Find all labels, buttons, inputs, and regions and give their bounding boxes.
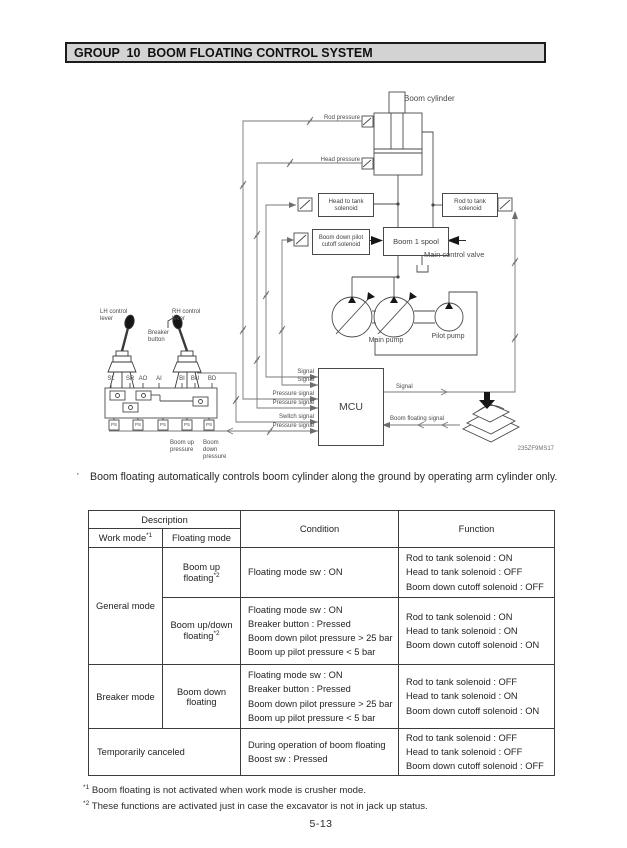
mcu-input-label: Switch signal [278,414,314,420]
table-row [89,729,555,776]
head-to-tank-solenoid-box: Head to tank solenoid [318,193,374,217]
condition-cell: Floating mode sw : ON [241,548,399,598]
pilot-valve-block [105,383,217,418]
main-control-valve-label: Main control valve [424,250,485,259]
col-header-work-mode: Work mode$^{*1}$ [89,529,163,548]
breaker-button-label: Breaker button [148,330,170,343]
head-pressure-label: Head pressure [320,157,360,163]
mcu-input-label: Signal [297,369,314,375]
col-header-description: Description [89,511,241,529]
boom-1-spool-box: Boom 1 spool [383,227,449,256]
mcu-output-signal-label: Signal [396,384,413,390]
page-number: 5-13 [309,818,333,830]
work-mode-cell: General mode [89,548,163,665]
ps-sensor-label: PS [159,422,166,427]
port-label-sl: SL [107,376,115,382]
rod-to-tank-solenoid-box: Rod to tank solenoid [442,193,498,217]
port-label-ao: AO [138,376,148,382]
pilot-pump-label: Pilot pump [431,333,465,340]
condition-cell: Floating mode sw : ON Breaker button : Pressed Boom down pilot pressure > 25 bar Boom up pilot pressure < 5 bar [241,665,399,729]
condition-cell: Floating mode sw : ON Breaker button : Pressed Boom down pilot pressure > 25 bar Boom up pilot pressure < 5 bar [241,598,399,665]
boom-cylinder-label: Boom cylinder [404,94,455,103]
intro-text: Boom floating automatically controls boom cylinder along the ground by operating arm cylinder only. [90,471,558,483]
col-header-function: Function [399,511,555,548]
function-cell: Rod to tank solenoid : ON Head to tank solenoid : ON Boom down cutoff solenoid : ON [399,598,555,665]
floating-mode-cell: Boom up floating$^{*2}$ [163,548,241,598]
boom-down-pressure-label: Boom down pressure [203,440,227,460]
ps-sensor-label: PS [183,422,190,427]
work-mode-cell: Temporarily canceled [89,729,241,776]
rh-control-lever-label: RH control lever [172,309,201,322]
port-label-bi: BI [179,376,185,382]
mcu-box: MCU [318,368,384,446]
boom-floating-signal-label: Boom floating signal [390,416,445,422]
col-header-floating-mode: Floating mode [163,529,241,548]
page-title: GROUP 10 BOOM FLOATING CONTROL SYSTEM [65,42,546,63]
ps-sensor-label: PS [134,422,141,427]
footnote-2: $^{*2}$ These functions are activated just in case the excavator is not in jack up status. [83,800,428,813]
ps-sensor-label: PS [205,422,212,427]
col-header-condition: Condition [241,511,399,548]
table-row [89,665,555,729]
ps-sensor-label: PS [110,422,117,427]
function-cell: Rod to tank solenoid : OFF Head to tank solenoid : OFF Boom down cutoff solenoid : OFF [399,729,555,776]
condition-cell: During operation of boom floating Boost sw : Pressed [241,729,399,776]
function-cell: Rod to tank solenoid : ON Head to tank solenoid : OFF Boom down cutoff solenoid : OFF [399,548,555,598]
boom-down-pilot-cutoff-solenoid-box: Boom down pilot cutoff solenoid [312,229,370,255]
mcu-input-label: Pressure signal [272,391,314,397]
port-label-ai: AI [156,376,162,382]
function-cell: Rod to tank solenoid : OFF Head to tank solenoid : ON Boom down cutoff solenoid : ON [399,665,555,729]
footnote-1: $^{*1}$ Boom floating is not activated when work mode is crusher mode. [83,784,366,797]
table-header-row [89,511,555,529]
boom-floating-table [88,510,555,776]
mcu-input-label: Pressure signal [272,423,314,429]
intro-bullet: · [76,468,80,480]
mcu-input-label: Pressure signal [272,400,314,406]
rod-pressure-label: Rod pressure [323,115,360,121]
main-pump-label: Main pump [368,337,404,344]
figure-ref: 235ZF9MS17 [517,446,554,452]
lh-control-lever-label: LH control lever [100,309,128,322]
boom-cylinder-shape [362,92,422,175]
floating-mode-cell: Boom up/down floating$^{*2}$ [163,598,241,665]
main-pump-shape [332,275,417,337]
port-label-bd: BD [207,376,217,382]
boom-floating-switch [463,392,519,442]
boom-up-pressure-label: Boom up pressure [170,440,195,453]
port-label-bu: BU [190,376,200,382]
work-mode-cell: Breaker mode [89,665,163,729]
port-label-sr: SR [125,376,135,382]
table-row [89,548,555,598]
mcu-input-label: Signal [297,377,314,383]
floating-mode-cell: Boom down floating [163,665,241,729]
